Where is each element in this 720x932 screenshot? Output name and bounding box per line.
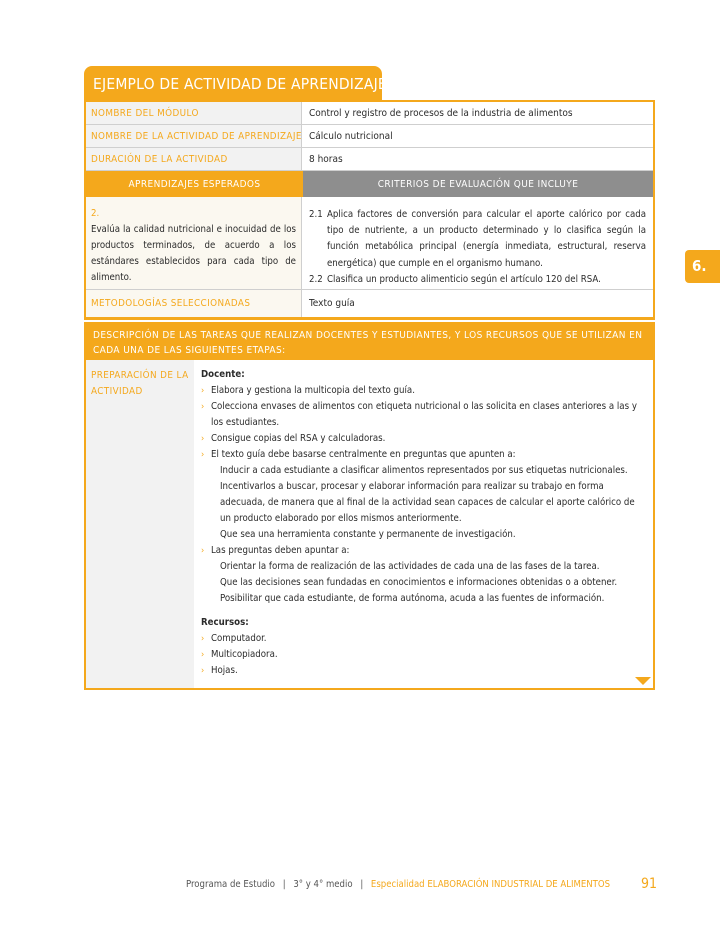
sub-point: Que sea una herramienta constante y permanente de investigación. [220,529,516,540]
evaluation-criteria [302,197,653,289]
resource-item: › Computador. [201,631,645,647]
chevron-right-icon: › [201,650,205,660]
list-item: › Consigue copias del RSA y calculadoras. [201,431,645,447]
divider [86,317,653,320]
chevron-right-icon: › [201,450,205,460]
footer-program: Programa de Estudio [186,879,276,890]
sub-point: Que las decisiones sean fundadas en conocimientos e informaciones obtenidas o a obtener. [220,577,618,588]
criterion-text: Clasifica un producto alimenticio según el artículo 120 del RSA. [327,273,601,285]
sub-point: Incentivarlos a buscar, procesar y elaborar información para realizar su trabajo en forma adecuada, de manera que al final de la actividad sean capaces de calcular el aporte calórico de un producto elaborado por ellos mismos anteriormente. [220,481,635,524]
resources-heading: Recursos: [201,617,249,628]
activity-name-label: NOMBRE DE LA ACTIVIDAD DE APRENDIZAJE [86,125,302,147]
methodology-row [86,290,653,317]
module-name-row [86,102,653,125]
activity-name-value: Cálculo nutricional [309,131,393,142]
activity-name-row [86,125,653,148]
sub-point: Inducir a cada estudiante a clasificar alimentos representados por sus etiquetas nutricionales. [220,465,628,476]
stage-content [194,360,653,688]
footer-specialty: Especialidad ELABORACIÓN INDUSTRIAL DE ALIMENTOS [370,879,611,890]
down-triangle-icon [635,677,651,685]
sub-point: Orientar la forma de realización de las actividades de cada una de las fases de la tarea. [220,561,600,572]
stage-label: PREPARACIÓN DE LA ACTIVIDAD [86,360,194,688]
list-item: › Elabora y gestiona la multicopia del texto guía. [201,383,645,399]
chevron-right-icon: › [201,634,205,644]
activity-title: EJEMPLO DE ACTIVIDAD DE APRENDIZAJE [84,66,382,100]
methodology-label: METODOLOGÍAS SELECCIONADAS [86,290,302,317]
footer-separator: | [360,879,364,890]
list-item: › Las preguntas deben apuntar a: [201,543,645,559]
criteria-header: CRITERIOS DE EVALUACIÓN QUE INCLUYE [303,171,653,197]
duration-value: 8 horas [309,154,343,165]
section-header-row [86,171,653,197]
criterion-number: 2.1 [309,209,323,220]
chevron-right-icon: › [201,434,205,444]
footer-separator: | [282,879,286,890]
criterion-item [309,272,646,288]
resource-item: › Hojas. [201,663,645,679]
criterion-item [309,207,646,272]
activity-info-table [84,100,655,320]
duration-row [86,148,653,171]
chevron-right-icon: › [201,666,205,676]
docente-heading: Docente: [201,369,245,380]
module-name-value: Control y registro de procesos de la industria de alimentos [309,108,573,119]
task-description-table [84,322,655,690]
learning-row [86,197,653,290]
criterion-text: Aplica factores de conversión para calcular el aporte calórico por cada tipo de nutriente, a un producto determinado y lo clasifica según la función metabólica principal (energía inmediata, estructural, reserva energética) que cumple en el organismo humano. [327,209,646,269]
list-item: › El texto guía debe basarse centralmente en preguntas que apunten a: [201,447,645,463]
description-header: DESCRIPCIÓN DE LAS TAREAS QUE REALIZAN DOCENTES Y ESTUDIANTES, Y LOS RECURSOS QUE SE UTILIZAN EN CADA UNA DE LAS SIGUIENTES ETAPAS: [86,322,653,360]
learnings-header: APRENDIZAJES ESPERADOS [86,171,303,197]
duration-label: DURACIÓN DE LA ACTIVIDAD [86,148,302,170]
criterion-number: 2.2 [309,273,323,285]
learning-text: Evalúa la calidad nutricional e inocuidad de los productos terminados, de acuerdo a los estándares establecidos para cada tipo de alimento. [91,224,296,283]
page-number: 91 [641,876,658,892]
chevron-right-icon: › [201,546,205,556]
chevron-right-icon: › [201,402,205,412]
chapter-tab: 6. [685,250,720,283]
expected-learning [86,197,302,289]
page-footer [186,879,610,890]
module-name-label: NOMBRE DEL MÓDULO [86,102,302,124]
methodology-value: Texto guía [309,298,355,309]
resource-item: › Multicopiadora. [201,647,645,663]
learning-number: 2. [91,208,100,219]
footer-grade: 3° y 4° medio [293,879,353,890]
list-item: › Colecciona envases de alimentos con etiqueta nutricional o las solicita en clases anteriores a las y los estudiantes. [201,399,645,431]
stage-row [86,360,653,688]
chevron-right-icon: › [201,386,205,396]
sub-point: Posibilitar que cada estudiante, de forma autónoma, acuda a las fuentes de información. [220,593,605,604]
